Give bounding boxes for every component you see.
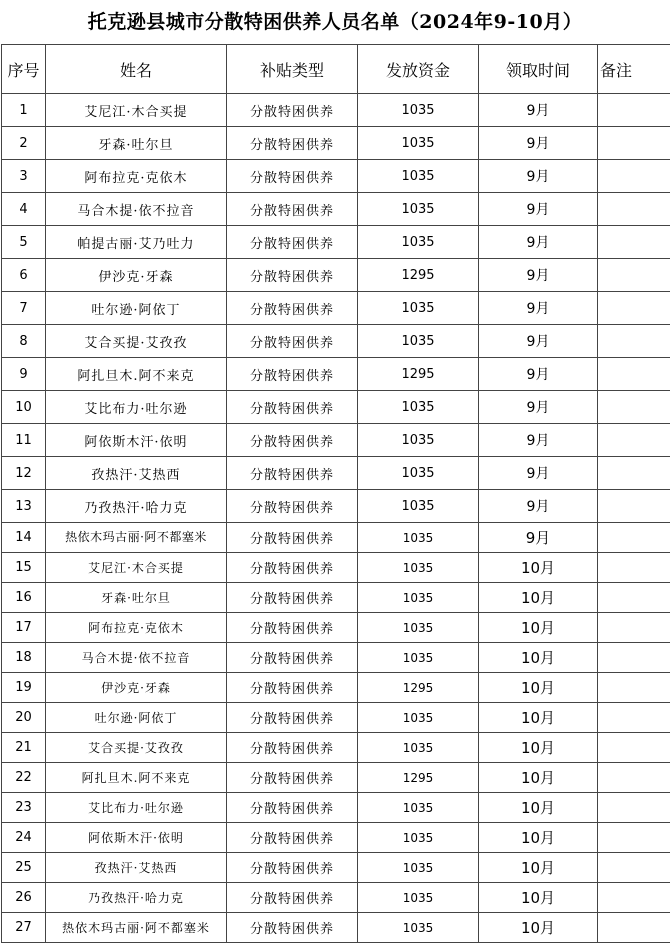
cell-month: 10月 [479, 703, 598, 733]
cell-month: 9月 [479, 424, 598, 457]
cell-amount: 1035 [358, 226, 479, 259]
header-no: 序号 [2, 45, 46, 94]
table-body [2, 94, 670, 943]
table-row [2, 913, 670, 943]
cell-type: 分散特困供养 [227, 424, 358, 457]
cell-type: 分散特困供养 [227, 763, 358, 793]
table-row [2, 226, 670, 259]
cell-month: 10月 [479, 583, 598, 613]
cell-note [598, 325, 670, 358]
cell-name: 阿扎旦木.阿不来克 [46, 358, 227, 391]
cell-name: 艾比布力·吐尔逊 [46, 391, 227, 424]
cell-month: 9月 [479, 358, 598, 391]
cell-note [598, 358, 670, 391]
cell-name: 热依木玛古丽·阿不都塞米 [46, 523, 227, 553]
page-title: 托克逊县城市分散特困供养人员名单（2024年9-10月） [0, 0, 670, 44]
cell-type: 分散特困供养 [227, 793, 358, 823]
cell-month: 10月 [479, 793, 598, 823]
table-row [2, 391, 670, 424]
cell-no: 1 [2, 94, 46, 127]
header-type: 补贴类型 [227, 45, 358, 94]
cell-amount: 1035 [358, 325, 479, 358]
cell-no: 14 [2, 523, 46, 553]
cell-type: 分散特困供养 [227, 613, 358, 643]
cell-month: 9月 [479, 325, 598, 358]
cell-note [598, 703, 670, 733]
cell-amount: 1035 [358, 94, 479, 127]
cell-name: 马合木提·依不拉音 [46, 193, 227, 226]
cell-type: 分散特困供养 [227, 292, 358, 325]
cell-month: 9月 [479, 160, 598, 193]
cell-note [598, 226, 670, 259]
cell-type: 分散特困供养 [227, 94, 358, 127]
table-row [2, 193, 670, 226]
table-row [2, 325, 670, 358]
cell-amount: 1035 [358, 883, 479, 913]
header-note: 备注 [598, 45, 670, 94]
cell-no: 26 [2, 883, 46, 913]
cell-amount: 1035 [358, 853, 479, 883]
cell-name: 孜热汗·艾热西 [46, 853, 227, 883]
cell-month: 9月 [479, 127, 598, 160]
cell-type: 分散特困供养 [227, 325, 358, 358]
cell-type: 分散特困供养 [227, 553, 358, 583]
cell-no: 5 [2, 226, 46, 259]
cell-name: 伊沙克·牙森 [46, 259, 227, 292]
cell-name: 孜热汗·艾热西 [46, 457, 227, 490]
cell-note [598, 883, 670, 913]
cell-month: 10月 [479, 913, 598, 943]
cell-amount: 1035 [358, 583, 479, 613]
cell-no: 15 [2, 553, 46, 583]
cell-month: 10月 [479, 733, 598, 763]
cell-month: 9月 [479, 523, 598, 553]
cell-type: 分散特困供养 [227, 733, 358, 763]
cell-month: 9月 [479, 94, 598, 127]
cell-type: 分散特困供养 [227, 457, 358, 490]
cell-name: 阿依斯木汗·依明 [46, 823, 227, 853]
cell-amount: 1035 [358, 292, 479, 325]
cell-no: 17 [2, 613, 46, 643]
table-row [2, 643, 670, 673]
cell-month: 10月 [479, 643, 598, 673]
cell-name: 帕提古丽·艾乃吐力 [46, 226, 227, 259]
cell-month: 9月 [479, 226, 598, 259]
cell-type: 分散特困供养 [227, 193, 358, 226]
cell-month: 10月 [479, 553, 598, 583]
cell-note [598, 523, 670, 553]
table-row [2, 673, 670, 703]
table-row [2, 457, 670, 490]
cell-no: 19 [2, 673, 46, 703]
cell-name: 艾尼江·木合买提 [46, 553, 227, 583]
cell-no: 24 [2, 823, 46, 853]
cell-no: 13 [2, 490, 46, 523]
cell-month: 9月 [479, 490, 598, 523]
cell-no: 8 [2, 325, 46, 358]
table-row [2, 523, 670, 553]
cell-type: 分散特困供养 [227, 913, 358, 943]
cell-no: 27 [2, 913, 46, 943]
cell-name: 阿布拉克·克依木 [46, 160, 227, 193]
cell-note [598, 457, 670, 490]
cell-amount: 1035 [358, 424, 479, 457]
table-row [2, 160, 670, 193]
cell-month: 10月 [479, 613, 598, 643]
header-row [2, 45, 670, 94]
cell-name: 牙森·吐尔旦 [46, 127, 227, 160]
cell-no: 20 [2, 703, 46, 733]
cell-note [598, 673, 670, 703]
cell-no: 12 [2, 457, 46, 490]
cell-no: 3 [2, 160, 46, 193]
cell-note [598, 292, 670, 325]
cell-note [598, 391, 670, 424]
table-row [2, 424, 670, 457]
cell-amount: 1035 [358, 490, 479, 523]
cell-type: 分散特困供养 [227, 583, 358, 613]
cell-note [598, 490, 670, 523]
cell-month: 10月 [479, 673, 598, 703]
cell-no: 16 [2, 583, 46, 613]
cell-name: 阿扎旦木.阿不来克 [46, 763, 227, 793]
cell-type: 分散特困供养 [227, 853, 358, 883]
cell-type: 分散特困供养 [227, 259, 358, 292]
cell-no: 10 [2, 391, 46, 424]
cell-amount: 1035 [358, 613, 479, 643]
table-row [2, 259, 670, 292]
cell-note [598, 259, 670, 292]
cell-month: 9月 [479, 391, 598, 424]
table-row [2, 358, 670, 391]
cell-no: 6 [2, 259, 46, 292]
cell-type: 分散特困供养 [227, 490, 358, 523]
cell-note [598, 643, 670, 673]
cell-amount: 1035 [358, 793, 479, 823]
cell-name: 阿布拉克·克依木 [46, 613, 227, 643]
cell-type: 分散特困供养 [227, 391, 358, 424]
table-row [2, 613, 670, 643]
cell-type: 分散特困供养 [227, 703, 358, 733]
cell-name: 艾尼江·木合买提 [46, 94, 227, 127]
cell-amount: 1035 [358, 703, 479, 733]
cell-name: 吐尔逊·阿依丁 [46, 703, 227, 733]
cell-amount: 1035 [358, 553, 479, 583]
header-amount: 发放资金 [358, 45, 479, 94]
table-row [2, 127, 670, 160]
cell-note [598, 553, 670, 583]
cell-no: 4 [2, 193, 46, 226]
cell-amount: 1035 [358, 823, 479, 853]
cell-no: 9 [2, 358, 46, 391]
cell-type: 分散特困供养 [227, 226, 358, 259]
cell-month: 10月 [479, 823, 598, 853]
cell-month: 9月 [479, 259, 598, 292]
cell-name: 马合木提·依不拉音 [46, 643, 227, 673]
cell-type: 分散特困供养 [227, 160, 358, 193]
cell-type: 分散特困供养 [227, 643, 358, 673]
cell-note [598, 913, 670, 943]
cell-amount: 1295 [358, 259, 479, 292]
table-row [2, 292, 670, 325]
cell-no: 2 [2, 127, 46, 160]
table-row [2, 733, 670, 763]
cell-type: 分散特困供养 [227, 127, 358, 160]
cell-type: 分散特困供养 [227, 673, 358, 703]
cell-note [598, 793, 670, 823]
cell-no: 22 [2, 763, 46, 793]
cell-amount: 1295 [358, 673, 479, 703]
cell-month: 10月 [479, 853, 598, 883]
cell-name: 乃孜热汗·哈力克 [46, 490, 227, 523]
cell-amount: 1035 [358, 391, 479, 424]
cell-name: 阿依斯木汗·依明 [46, 424, 227, 457]
header-name: 姓名 [46, 45, 227, 94]
cell-no: 18 [2, 643, 46, 673]
cell-amount: 1035 [358, 127, 479, 160]
cell-month: 9月 [479, 457, 598, 490]
cell-note [598, 193, 670, 226]
cell-amount: 1035 [358, 643, 479, 673]
cell-month: 10月 [479, 883, 598, 913]
cell-type: 分散特困供养 [227, 358, 358, 391]
table-row [2, 793, 670, 823]
cell-month: 10月 [479, 763, 598, 793]
cell-note [598, 733, 670, 763]
table-row [2, 490, 670, 523]
cell-name: 艾比布力·吐尔逊 [46, 793, 227, 823]
cell-amount: 1035 [358, 193, 479, 226]
table-row [2, 853, 670, 883]
cell-name: 乃孜热汗·哈力克 [46, 883, 227, 913]
cell-no: 23 [2, 793, 46, 823]
cell-name: 艾合买提·艾孜孜 [46, 733, 227, 763]
roster-table [1, 44, 670, 943]
cell-note [598, 853, 670, 883]
cell-amount: 1035 [358, 913, 479, 943]
cell-amount: 1295 [358, 763, 479, 793]
cell-name: 伊沙克·牙森 [46, 673, 227, 703]
cell-note [598, 424, 670, 457]
cell-type: 分散特困供养 [227, 883, 358, 913]
cell-name: 热依木玛古丽·阿不都塞米 [46, 913, 227, 943]
cell-no: 11 [2, 424, 46, 457]
cell-month: 9月 [479, 292, 598, 325]
cell-note [598, 823, 670, 853]
table-row [2, 703, 670, 733]
cell-type: 分散特困供养 [227, 823, 358, 853]
cell-month: 9月 [479, 193, 598, 226]
cell-note [598, 763, 670, 793]
cell-name: 吐尔逊·阿依丁 [46, 292, 227, 325]
cell-type: 分散特困供养 [227, 523, 358, 553]
table-row [2, 883, 670, 913]
table-row [2, 763, 670, 793]
cell-amount: 1035 [358, 457, 479, 490]
cell-amount: 1035 [358, 523, 479, 553]
cell-amount: 1035 [358, 160, 479, 193]
cell-amount: 1295 [358, 358, 479, 391]
cell-note [598, 583, 670, 613]
cell-note [598, 127, 670, 160]
cell-no: 25 [2, 853, 46, 883]
cell-amount: 1035 [358, 733, 479, 763]
cell-note [598, 613, 670, 643]
cell-note [598, 160, 670, 193]
cell-name: 牙森·吐尔旦 [46, 583, 227, 613]
cell-no: 21 [2, 733, 46, 763]
table-row [2, 823, 670, 853]
table-row [2, 94, 670, 127]
table-row [2, 553, 670, 583]
cell-name: 艾合买提·艾孜孜 [46, 325, 227, 358]
header-month: 领取时间 [479, 45, 598, 94]
cell-no: 7 [2, 292, 46, 325]
cell-note [598, 94, 670, 127]
table-row [2, 583, 670, 613]
